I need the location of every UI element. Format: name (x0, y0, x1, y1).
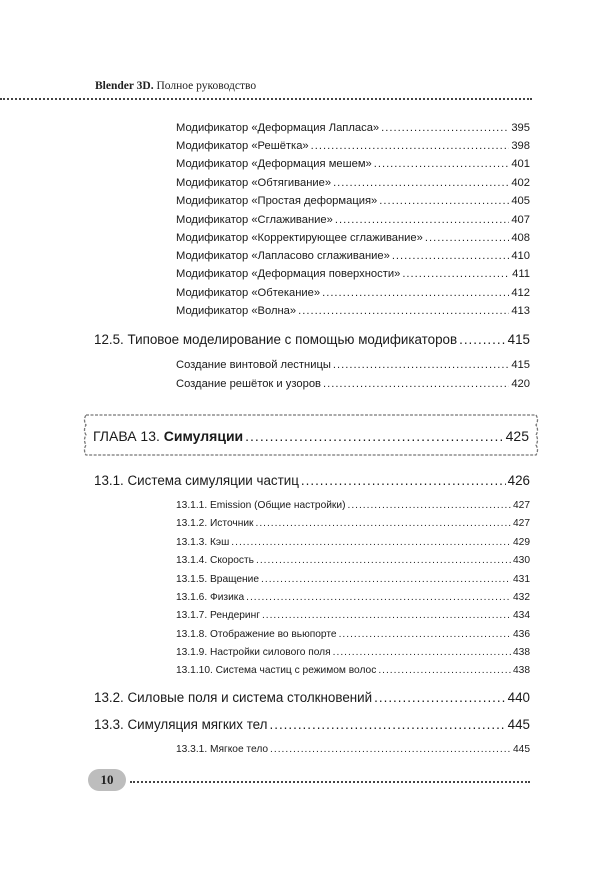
toc-entry[interactable] (176, 665, 530, 676)
toc-entry-title: Модификатор «Корректирующее сглаживание» (176, 232, 423, 244)
toc-entry[interactable] (176, 647, 530, 658)
leader-dots (231, 537, 511, 548)
toc-entry[interactable] (176, 610, 530, 621)
toc-entry-page: 405 (511, 195, 530, 207)
toc-entry-page: 436 (513, 629, 530, 640)
toc-entry-title: 13.1.4. Скорость (176, 555, 254, 566)
toc-entry-title: 13.1.7. Рендеринг (176, 610, 260, 621)
toc-entry-title: Модификатор «Простая деформация» (176, 195, 378, 207)
toc-entry[interactable] (176, 250, 530, 262)
leader-dots (374, 690, 506, 705)
toc-entry-title: Создание решёток и узоров (176, 378, 321, 390)
toc-entry[interactable] (176, 629, 530, 640)
page-number: 10 (100, 772, 114, 787)
leader-dots (301, 473, 506, 488)
toc-entry-page: 438 (513, 647, 530, 658)
toc-entry-title: Модификатор «Обтягивание» (176, 177, 332, 189)
header-dotted-rule (0, 98, 532, 100)
toc-entry-page: 401 (511, 158, 530, 170)
toc-chapter-title (93, 428, 243, 444)
toc-chapter[interactable] (93, 428, 529, 444)
page-number-badge (88, 769, 126, 791)
leader-dots (322, 287, 509, 299)
toc-entry[interactable] (176, 287, 530, 299)
toc-entry[interactable] (176, 518, 530, 529)
leader-dots (333, 647, 511, 658)
leader-dots (333, 177, 509, 189)
toc-entry[interactable] (176, 500, 530, 511)
leader-dots (262, 610, 511, 621)
toc-entry-title: Создание винтовой лестницы (176, 359, 331, 371)
toc-entry-page: 407 (511, 214, 530, 226)
chapter-name: Симуляции (163, 428, 244, 444)
toc-entry-title: Модификатор «Деформация поверхности» (176, 268, 401, 280)
toc-entry[interactable] (176, 378, 530, 390)
leader-dots (270, 717, 506, 732)
leader-dots (347, 500, 511, 511)
leader-dots (270, 744, 511, 755)
toc-entry-title: 13.1.2. Источник (176, 518, 254, 529)
toc-entry[interactable] (176, 232, 530, 244)
leader-dots (246, 592, 511, 603)
leader-dots (245, 428, 503, 444)
leader-dots (374, 158, 510, 170)
toc-entry[interactable] (176, 140, 530, 152)
toc-entry-title: Модификатор «Волна» (176, 305, 297, 317)
toc-entry-title: Модификатор «Обтекание» (176, 287, 321, 299)
toc-entry-page: 429 (513, 537, 530, 548)
toc-entry-page: 408 (511, 232, 530, 244)
toc-entry-page: 395 (511, 122, 530, 134)
toc-entry-page: 413 (511, 305, 530, 317)
toc-entry-title: 13.1.10. Система частиц с режимом волос (176, 665, 377, 676)
leader-dots (323, 378, 509, 390)
toc-entry[interactable] (176, 592, 530, 603)
toc-section-page: 426 (507, 473, 530, 488)
running-header (95, 80, 256, 92)
toc-entry-page: 412 (511, 287, 530, 299)
toc-section[interactable] (94, 690, 530, 705)
book-title-rest: Полное руководство (156, 80, 257, 92)
toc-section[interactable] (94, 473, 530, 488)
toc-entry-page: 431 (513, 574, 530, 585)
toc-entry[interactable] (176, 122, 530, 134)
leader-dots (459, 332, 506, 347)
toc-entry[interactable] (176, 177, 530, 189)
toc-section-title: 13.1. Система симуляции частиц (94, 473, 299, 488)
toc-entry[interactable] (176, 574, 530, 585)
toc-entry[interactable] (176, 537, 530, 548)
toc-entry-page: 438 (513, 665, 530, 676)
footer-dotted-rule (130, 781, 530, 783)
toc-section-page: 445 (507, 717, 530, 732)
toc-entry-title: 13.1.8. Отображение во вьюпорте (176, 629, 337, 640)
toc-entry-page: 415 (511, 359, 530, 371)
toc-entry-page: 434 (513, 610, 530, 621)
toc-entry-title: Модификатор «Решётка» (176, 140, 309, 152)
toc-entry-page: 430 (513, 555, 530, 566)
toc-section[interactable] (94, 332, 530, 347)
toc-section-title: 12.5. Типовое моделирование с помощью модификаторов (94, 332, 458, 347)
leader-dots (402, 268, 510, 280)
toc-section-title: 13.2. Силовые поля и система столкновений (94, 690, 373, 705)
toc-entry-page: 445 (513, 744, 530, 755)
leader-dots (255, 518, 511, 529)
toc-entry-page: 427 (513, 500, 530, 511)
toc-entry-page: 398 (511, 140, 530, 152)
toc-chapter-page: 425 (505, 428, 529, 444)
leader-dots (378, 665, 511, 676)
toc-entry[interactable] (176, 214, 530, 226)
toc-entry[interactable] (176, 195, 530, 207)
toc-entry-title: 13.3.1. Мягкое тело (176, 744, 269, 755)
toc-entry[interactable] (176, 359, 530, 371)
toc-section-page: 440 (507, 690, 530, 705)
book-title-bold: Blender 3D. (95, 80, 154, 92)
toc-entry-title: 13.1.6. Физика (176, 592, 245, 603)
leader-dots (256, 555, 511, 566)
leader-dots (261, 574, 511, 585)
toc-entry-title: 13.1.9. Настройки силового поля (176, 647, 331, 658)
toc-entry-title: Модификатор «Деформация мешем» (176, 158, 372, 170)
toc-entry-title: Модификатор «Лапласово сглаживание» (176, 250, 390, 262)
toc-entry[interactable] (176, 305, 530, 317)
toc-entry-page: 402 (511, 177, 530, 189)
leader-dots (425, 232, 509, 244)
leader-dots (379, 195, 509, 207)
toc-entry-page: 427 (513, 518, 530, 529)
toc-entry-title: 13.1.5. Вращение (176, 574, 260, 585)
toc-section-page: 415 (507, 332, 530, 347)
toc-entry-title: 13.1.3. Кэш (176, 537, 230, 548)
toc-entry[interactable] (176, 555, 530, 566)
toc-entry-title: Модификатор «Деформация Лапласа» (176, 122, 380, 134)
toc-entry-title: 13.1.1. Emission (Общие настройки) (176, 500, 346, 511)
leader-dots (392, 250, 510, 262)
leader-dots (298, 305, 509, 317)
toc-entry-title: Модификатор «Сглаживание» (176, 214, 333, 226)
leader-dots (381, 122, 509, 134)
toc-section-title: 13.3. Симуляция мягких тел (94, 717, 268, 732)
toc-entry[interactable] (176, 158, 530, 170)
toc-entry-page: 410 (511, 250, 530, 262)
toc-entry-page: 432 (513, 592, 530, 603)
toc-section[interactable] (94, 717, 530, 732)
toc-entry-page: 411 (512, 268, 530, 280)
toc-entry[interactable] (176, 268, 530, 280)
toc-entry[interactable] (176, 744, 530, 755)
leader-dots (311, 140, 510, 152)
leader-dots (339, 629, 511, 640)
toc-entry-page: 420 (511, 378, 530, 390)
chapter-prefix: ГЛАВА 13. (93, 428, 160, 444)
leader-dots (335, 214, 509, 226)
leader-dots (333, 359, 509, 371)
